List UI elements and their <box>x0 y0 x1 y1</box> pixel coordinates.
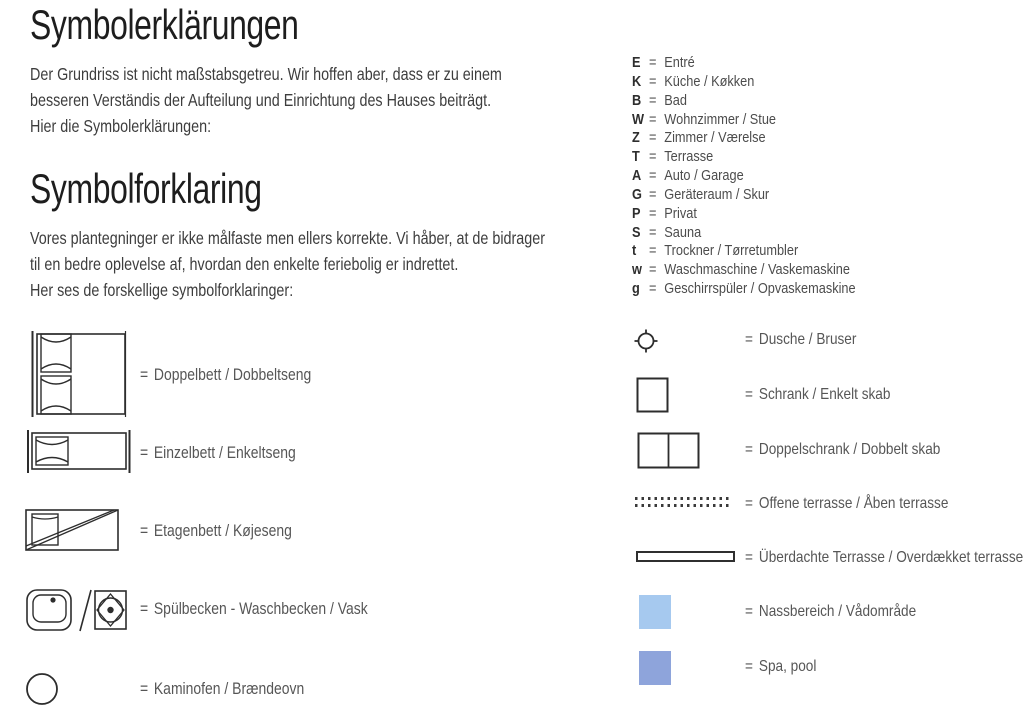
double-bed-label: = Doppelbett / Dobbeltseng <box>140 365 312 384</box>
room-row-auto: A = Auto / Garage <box>632 167 744 185</box>
room-row-terrasse: T = Terrasse <box>632 148 714 166</box>
room-row-waschmaschine: w = Waschmaschine / Vaskemaskine <box>632 261 850 279</box>
room-row-bad: B = Bad <box>632 91 687 109</box>
single-bed-icon <box>26 430 132 473</box>
single-cabinet-label: = Schrank / Enkelt skab <box>745 386 891 403</box>
wet-area-icon <box>639 595 671 629</box>
shower-label: = Dusche / Bruser <box>745 331 857 348</box>
double-cabinet-icon <box>637 432 700 469</box>
intro-dk-line2: til en bedre oplevelse af, hvordan den enkelte feriebolig er indrettet. <box>30 253 459 274</box>
spa-pool-icon <box>639 651 671 685</box>
intro-dk-line3: Her ses de forskellige symbolforklaringer: <box>30 279 294 300</box>
single-cabinet-icon <box>636 377 669 413</box>
double-cabinet-label: = Doppelschrank / Dobbelt skab <box>745 441 941 458</box>
room-row-entre: E = Entré <box>632 54 695 71</box>
open-terrace-label: = Offene terrasse / Åben terrasse <box>745 495 949 512</box>
open-terrace-icon <box>635 497 731 507</box>
intro-de-line2: besseren Verständis der Aufteilung und Einrichtung des Hauses beiträgt. <box>30 89 492 110</box>
wet-area-label: = Nassbereich / Vådområde <box>745 603 917 620</box>
page-title-german: Symbolerklärungen <box>30 1 299 48</box>
wood-stove-icon <box>25 672 59 706</box>
intro-dk-line1: Vores plantegninger er ikke målfaste men ellers korrekte. Vi håber, at de bidrager <box>30 228 546 248</box>
bunk-bed-label: = Etagenbett / Køjeseng <box>140 521 292 540</box>
covered-terrace-label: = Überdachte Terrasse / Overdækket terrasse <box>745 549 1024 566</box>
intro-paragraph-german <box>30 62 605 139</box>
room-letter-legend <box>632 54 895 299</box>
room-row-sauna: S = Sauna <box>632 223 702 241</box>
room-row-geschirrspueler: g = Geschirrspüler / Opvaskemaskine <box>632 280 856 298</box>
sink-washbasin-label: = Spülbecken - Waschbecken / Vask <box>140 599 368 618</box>
room-row-geraeteraum: G = Geräteraum / Skur <box>632 185 770 203</box>
room-row-zimmer: Z = Zimmer / Værelse <box>632 129 766 147</box>
spa-pool-label: = Spa, pool <box>745 658 817 675</box>
room-row-privat: P = Privat <box>632 204 697 222</box>
covered-terrace-icon <box>636 551 735 562</box>
double-bed-icon <box>30 331 128 417</box>
sink-washbasin-icon <box>25 587 127 633</box>
room-row-kueche: K = Küche / Køkken <box>632 72 755 90</box>
page-title-danish: Symbolforklaring <box>30 165 262 212</box>
wood-stove-label: = Kaminofen / Brændeovn <box>140 679 305 698</box>
room-row-trockner: t = Trockner / Tørretumbler <box>632 242 799 260</box>
shower-icon <box>633 328 659 354</box>
intro-de-line1: Der Grundriss ist nicht maßstabsgetreu. Wir hoffen aber, dass er zu einem <box>30 64 502 84</box>
room-row-wohnzimmer: W = Wohnzimmer / Stue <box>632 110 777 128</box>
bunk-bed-icon <box>24 508 120 553</box>
single-bed-label: = Einzelbett / Enkeltseng <box>140 443 296 462</box>
intro-paragraph-danish <box>30 226 658 303</box>
intro-de-line3: Hier die Symbolerklärungen: <box>30 115 212 136</box>
